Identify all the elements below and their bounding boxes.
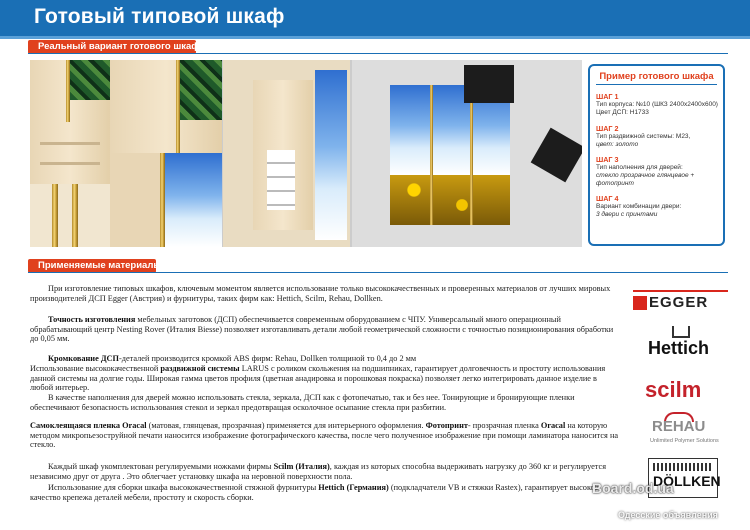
step-1-title: ШАГ 1 — [596, 92, 619, 101]
egger-mark-icon — [633, 296, 647, 310]
photo-wardrobe-shelves — [30, 122, 110, 184]
photo-wardrobe-frame — [30, 184, 110, 247]
page-header — [0, 0, 750, 36]
step-2-italic-1: цвет: золото — [596, 141, 639, 148]
step-2-line-1: Тип раздвижной системы: М23, — [596, 133, 691, 140]
step-3-italic-2: фотопринт — [596, 180, 634, 187]
egger-logo: EGGER — [633, 294, 728, 312]
example-title: Пример готового шкафа — [599, 71, 714, 82]
step-4-italic-1: 3 двери с принтами — [596, 211, 658, 218]
step-2-title: ШАГ 2 — [596, 124, 619, 133]
paragraph-6: Самоклеящаяся пленка Oracal (матовая, глянцевая, прозрачная) применяется для интерьерного оформления. Фотопринт- прозрачная пленка Oracal на которую методом микропьезоструйной печати наносится изображение фотографического качества, после чего полученное изображение при помощи ламинатора наносится на стекло. — [30, 421, 619, 450]
photo-collage — [30, 60, 582, 247]
photo-wardrobe-doors-leaf — [30, 60, 110, 122]
scilm-logo: scilm — [645, 377, 702, 402]
step-1-line-1: Тип корпуса: №10 (ШКЗ 2400х2400х600) — [596, 101, 718, 108]
photo-wardrobe-open-shelves — [223, 60, 350, 247]
section-rule-materials — [28, 272, 728, 273]
paragraph-8: Использование для сборки шкафа высококачественной стяжной фурнитуры Hettich (Германия) (подкладчатели VB и стяжки Rastex), гарантирует высокое качество крепежа деталей мебели, простоту и скорость сборки. — [30, 483, 599, 502]
step-4-line-1: Вариант комбинации двери: — [596, 203, 682, 210]
paragraph-7: Каждый шкаф укомплектован регулируемыми ножками фирмы Scilm (Италия), каждая из которых способна выдерживать нагрузку до 360 кг и регулируется независимо друг от друга . Это облегчает установку шкафа на неровной поверхности пола. — [30, 462, 607, 481]
hettich-mark-icon — [672, 326, 690, 338]
dollken-logo: DÖLLKEN — [648, 458, 718, 498]
step-3-title: ШАГ 3 — [596, 155, 619, 164]
step-4-title: ШАГ 4 — [596, 194, 619, 203]
photo-wardrobe-sky-door — [110, 153, 222, 247]
step-2 — [596, 124, 724, 149]
watermark-sub: Одесские объявления — [618, 510, 718, 520]
step-1 — [596, 92, 724, 117]
paragraph-5: В качестве наполнения для дверей можно использовать стекла, зеркала, ДСП как с фотопечатью, так и без нее. Тонирующие и бронирующие пленки обеспечивают безопасность использования стекол и зеркал предотвращая осколочное осыпание стекла при разбитии. — [30, 393, 575, 412]
section-rule-photos — [28, 53, 728, 54]
paragraph-1: При изготовление типовых шкафов, ключевым моментом является использование только высококачественных и проверенных материалов от лучших мировых производителей ДСП Egger (Австрия) и фурнитуры, таких фирм как: Hettich, Scilm, Rehau, Dollken. — [30, 284, 611, 303]
section-label-materials: Применяемые материалы — [28, 259, 156, 273]
paragraph-4: Использование высококачественной раздвижной системы LARUS с роликом скольжения на подшипниках, гарантирует долговечность и простоту использования данной системы на долгие годы. Широкая гамма цветов профиля (цветная анадировка и порошковая покраска) позволяет легко интегрировать данное изделие в любой интерьер. — [30, 364, 606, 393]
paragraph-3: Кромкование ДСП-деталей производится кромкой ABS фирм: Rehau, Dollken толщиной то 0,4 до 2 мм — [48, 354, 417, 363]
rehau-logo: REHAU Unlimited Polymer Solutions — [650, 412, 722, 448]
dollken-lines-icon — [653, 463, 713, 471]
header-divider — [0, 36, 750, 39]
step-3-italic-1: стекло прозрачное глянцевое + — [596, 172, 695, 179]
hettich-logo: Hettich — [648, 326, 718, 360]
section-label-photos: Реальный вариант готового шкафа — [28, 40, 196, 54]
photo-wardrobe-corner — [110, 60, 222, 153]
paragraph-2: Точность изготовления мебельных заготовок (ДСП) обеспечивается современным оборудованием с ЧПУ. Универсальный много операционный обрабатывающий центр Nesting Rover (Италия Biesse) позволяет изготавливать детали любой геометрической сложности с точностью позиционирования обработки до 0,05 мм. — [30, 315, 614, 344]
example-divider — [596, 84, 717, 85]
example-box — [588, 64, 725, 246]
step-3 — [596, 155, 724, 188]
page-title: Готовый типовой шкаф — [34, 5, 285, 28]
step-4 — [596, 194, 724, 219]
step-1-line-2: Цвет ДСП: Н1733 — [596, 109, 649, 116]
watermark: Board.od.ua — [592, 480, 674, 496]
step-3-line-1: Тип наполнения для дверей: — [596, 164, 683, 171]
photo-wardrobe-sunflower-doors — [352, 60, 582, 247]
